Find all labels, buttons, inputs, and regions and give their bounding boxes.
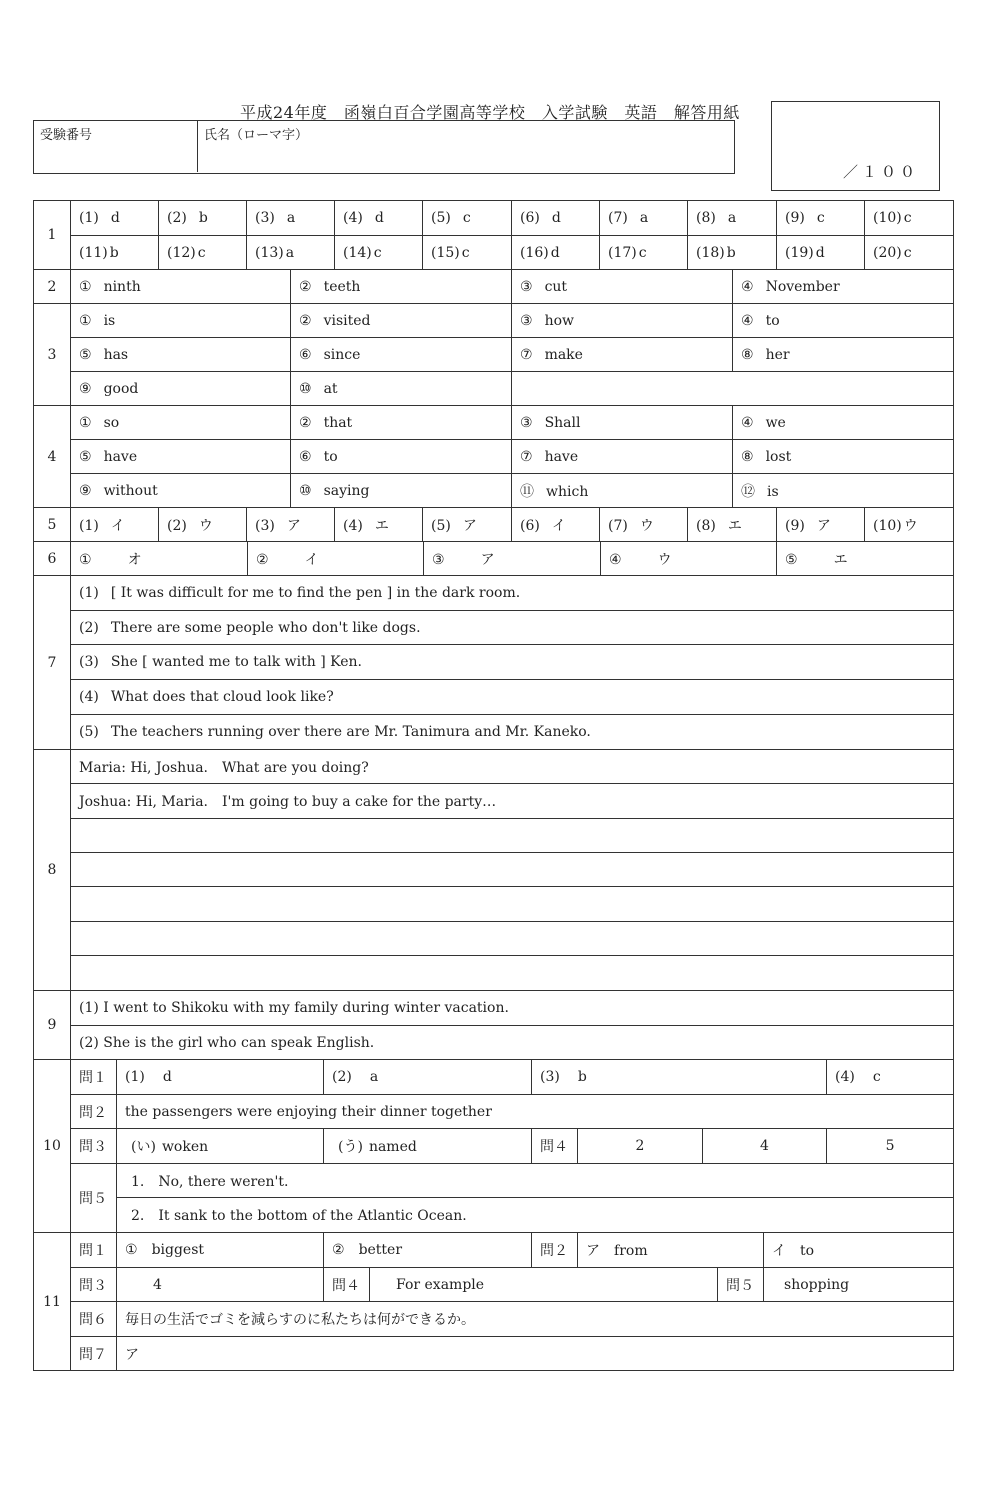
item-number: (2) (167, 210, 187, 226)
answer-text: a (639, 210, 649, 226)
item-number: ⑨ (79, 482, 92, 499)
answer-cell (291, 304, 512, 338)
answer-cell: For example (370, 1268, 718, 1302)
question-label: 問５ (71, 1164, 117, 1233)
item-number: ③ (432, 551, 445, 568)
item-number: ④ (741, 278, 754, 295)
answer-cell (777, 542, 954, 576)
answer-text: ウ (657, 551, 672, 568)
answer-grid (33, 200, 953, 1371)
item-number: (4) (343, 210, 363, 226)
answer-cell (71, 611, 954, 645)
answer-cell: the passengers were enjoying their dinner together (117, 1095, 954, 1129)
item-number: ⑦ (520, 448, 533, 465)
section-number: 2 (34, 270, 71, 304)
answer-text: woken (161, 1139, 209, 1155)
item-number: (6) (520, 517, 540, 534)
item-number: (15) (431, 244, 460, 261)
answer-text: to (765, 312, 780, 329)
item-number: (3) (255, 210, 275, 226)
answer-cell (247, 236, 335, 270)
item-number: ③ (520, 312, 533, 329)
answer-text: better (358, 1242, 403, 1258)
answer-text: have (544, 448, 579, 465)
answer-cell (512, 406, 733, 440)
answer-text: to (800, 1243, 815, 1259)
answer-cell (71, 236, 159, 270)
answer-text: d (550, 244, 560, 261)
answer-cell: 1. No, there weren't. (117, 1164, 954, 1198)
answer-text: ウ (198, 517, 213, 534)
answer-cell (247, 508, 335, 542)
score-total: ／１００ (842, 163, 919, 181)
answer-cell (423, 236, 512, 270)
item-number: (20) (873, 244, 902, 261)
answer-text: c (461, 244, 470, 261)
item-number: (10) (873, 517, 902, 534)
item-number: (う) (338, 1139, 363, 1155)
answer-cell (733, 338, 954, 372)
answer-cell (159, 508, 247, 542)
section-5 (33, 507, 954, 542)
page-title: 平成24年度 函嶺白百合学園高等学校 入学試験 英語 解答用紙 (240, 103, 740, 122)
question-label: 問１ (71, 1233, 117, 1268)
answer-cell (512, 201, 600, 236)
answer-text: d (551, 210, 561, 226)
section-number: 10 (34, 1060, 71, 1233)
answer-cell (512, 236, 600, 270)
question-label: 問２ (532, 1233, 578, 1268)
item-number: ① (79, 414, 92, 431)
question-label: 問３ (71, 1268, 117, 1302)
answer-text: named (368, 1139, 417, 1155)
item-number: (16) (520, 244, 549, 261)
answer-text: d (815, 244, 825, 261)
item-number: (5) (431, 517, 451, 534)
answer-text: a (369, 1069, 379, 1085)
item-number: ⑤ (79, 448, 92, 465)
answer-cell (291, 270, 512, 304)
answer-text: c (197, 244, 206, 261)
item-number: (2) (167, 517, 187, 534)
section-8 (33, 749, 954, 991)
section-number: 6 (34, 542, 71, 576)
answer-text: エ (727, 517, 742, 534)
item-number: ⑥ (299, 448, 312, 465)
answer-cell (159, 236, 247, 270)
item-number: イ (772, 1243, 787, 1259)
answer-cell (600, 236, 688, 270)
answer-text: have (103, 448, 138, 465)
item-number: (7) (608, 210, 628, 226)
answer-cell (532, 1060, 827, 1095)
item-number: ④ (741, 312, 754, 329)
answer-cell: 2 (578, 1129, 703, 1164)
answer-cell (71, 576, 954, 611)
answer-cell (777, 508, 865, 542)
answer-cell (688, 201, 777, 236)
answer-text: a (285, 244, 295, 261)
answer-cell (71, 645, 954, 680)
answer-cell: 2. It sank to the bottom of the Atlantic Ocean. (117, 1198, 954, 1233)
writing-line (71, 956, 954, 991)
answer-text: without (103, 482, 158, 499)
question-label: 問６ (71, 1302, 117, 1337)
item-number: (1) (125, 1069, 145, 1085)
answer-cell (578, 1233, 764, 1268)
answer-text: ア (480, 551, 495, 568)
answer-text: [ It was difficult for me to find the pen ] in the dark room. (110, 585, 521, 601)
answer-text: c (638, 244, 647, 261)
section-2 (33, 269, 954, 304)
item-number: (1) (79, 517, 99, 534)
answer-cell (71, 474, 291, 508)
answer-text: which (546, 483, 589, 500)
answer-text: b (198, 210, 208, 226)
item-number: (2) (79, 619, 99, 636)
answer-text: teeth (323, 278, 361, 295)
answer-text: from (614, 1243, 648, 1259)
answer-cell (71, 508, 159, 542)
answer-cell (291, 338, 512, 372)
answer-cell (335, 236, 423, 270)
answer-text: we (765, 414, 786, 431)
answer-text: biggest (151, 1242, 205, 1258)
answer-cell (733, 270, 954, 304)
answer-text: her (765, 346, 790, 363)
section-9 (33, 990, 954, 1060)
section-6 (33, 541, 954, 576)
answer-text: make (544, 346, 583, 363)
answer-text: good (103, 380, 139, 397)
answer-cell (688, 236, 777, 270)
item-number: (18) (696, 244, 725, 261)
answer-text: Shall (544, 414, 581, 431)
answer-text: a (286, 210, 296, 226)
item-number: ⑫ (741, 483, 755, 500)
item-number: ① (125, 1242, 138, 1258)
answer-cell (291, 406, 512, 440)
section-10 (33, 1059, 954, 1233)
answer-cell (512, 474, 733, 508)
answer-cell (512, 508, 600, 542)
section-number: 5 (34, 508, 71, 542)
answer-cell (424, 542, 601, 576)
item-number: ⑦ (520, 346, 533, 363)
answer-cell: 4 (703, 1129, 827, 1164)
answer-cell (512, 304, 733, 338)
answer-text: saying (323, 482, 370, 499)
answer-cell (733, 474, 954, 508)
answer-text: how (544, 312, 574, 329)
answer-text: since (323, 346, 361, 363)
answer-cell (247, 201, 335, 236)
section-7 (33, 575, 954, 750)
answer-text: c (373, 244, 382, 261)
answer-cell (777, 201, 865, 236)
answer-text: What does that cloud look like? (110, 689, 334, 705)
writing-line (71, 819, 954, 853)
answer-cell (291, 474, 512, 508)
item-number: (1) (79, 585, 99, 601)
item-number: ② (299, 414, 312, 431)
answer-text: イ (304, 551, 319, 568)
answer-text: that (323, 414, 353, 431)
answer-text: has (103, 346, 129, 363)
answer-cell (248, 542, 424, 576)
item-number: ② (299, 312, 312, 329)
answer-text: d (110, 210, 120, 226)
answer-text: エ (833, 551, 848, 568)
answer-text: イ (110, 517, 125, 534)
answer-text: b (577, 1069, 587, 1085)
answer-text: The teachers running over there are Mr. Tanimura and Mr. Kaneko. (110, 724, 591, 740)
answer-text: ウ (639, 517, 654, 534)
answer-text: is (103, 312, 116, 329)
answer-text: c (903, 210, 912, 226)
empty-cell (512, 372, 954, 406)
item-number: (4) (835, 1069, 855, 1085)
section-number: 7 (34, 576, 71, 750)
item-number: ⑪ (520, 483, 534, 500)
answer-text: is (767, 483, 779, 500)
item-number: ② (299, 278, 312, 295)
item-number: ① (79, 278, 92, 295)
answer-text: cut (544, 278, 568, 295)
item-number: (1) (79, 210, 99, 226)
item-number: (11) (79, 244, 108, 261)
answer-cell (324, 1129, 532, 1164)
answer-cell (512, 440, 733, 474)
item-number: (9) (785, 210, 805, 226)
answer-cell (733, 440, 954, 474)
section-4 (33, 405, 954, 508)
writing-line (71, 887, 954, 922)
answer-text: ア (816, 517, 831, 534)
answer-cell (777, 236, 865, 270)
answer-cell (423, 201, 512, 236)
answer-text: lost (765, 448, 792, 465)
question-label: 問１ (71, 1060, 117, 1095)
item-number: ⑩ (299, 380, 312, 397)
item-number: ③ (520, 278, 533, 295)
item-number: ① (79, 312, 92, 329)
answer-cell (324, 1060, 532, 1095)
item-number: (4) (343, 517, 363, 534)
item-number: (13) (255, 244, 284, 261)
item-number: (17) (608, 244, 637, 261)
answer-text: at (323, 380, 338, 397)
answer-text: visited (323, 312, 371, 329)
answer-text: d (374, 210, 384, 226)
item-number: ⑧ (741, 448, 754, 465)
question-label: 問５ (718, 1268, 764, 1302)
item-number: (7) (608, 517, 628, 534)
answer-text: b (726, 244, 736, 261)
answer-cell (71, 304, 291, 338)
item-number: (9) (785, 517, 805, 534)
item-number: ① (79, 551, 92, 568)
item-number: ② (256, 551, 269, 568)
answer-cell (764, 1233, 954, 1268)
item-number: ⑥ (299, 346, 312, 363)
answer-cell (423, 508, 512, 542)
question-label: 問７ (71, 1337, 117, 1371)
answer-cell (71, 542, 248, 576)
answer-cell (71, 715, 954, 750)
item-number: (5) (79, 724, 99, 740)
answer-text: so (103, 414, 120, 431)
answer-text: a (727, 210, 737, 226)
item-number: ⑩ (299, 482, 312, 499)
item-number: ④ (609, 551, 622, 568)
examinee-info-box (33, 120, 735, 174)
item-number: (3) (540, 1069, 560, 1085)
answer-text: There are some people who don't like dogs. (110, 619, 421, 636)
answer-text: d (162, 1069, 172, 1085)
section-number: 11 (34, 1233, 71, 1371)
item-number: (14) (343, 244, 372, 261)
item-number: ④ (741, 414, 754, 431)
answer-cell (291, 440, 512, 474)
answer-text: c (816, 210, 825, 226)
answer-cell (733, 406, 954, 440)
item-number: (3) (255, 517, 275, 534)
question-label: 問４ (324, 1268, 370, 1302)
answer-cell (71, 680, 954, 715)
score-box (771, 101, 940, 191)
answer-text: November (765, 278, 840, 295)
item-number: ③ (520, 414, 533, 431)
question-label: 問４ (532, 1129, 578, 1164)
section-3 (33, 303, 954, 406)
answer-cell (335, 201, 423, 236)
section-number: 1 (34, 201, 71, 270)
item-number: ⑧ (741, 346, 754, 363)
answer-cell: ア (117, 1337, 954, 1371)
answer-text: ninth (103, 278, 141, 295)
answer-text: to (323, 448, 338, 465)
item-number: ⑨ (79, 380, 92, 397)
answer-text: オ (127, 551, 142, 568)
item-number: (4) (79, 689, 99, 705)
header-divider (197, 120, 198, 172)
answer-cell (335, 508, 423, 542)
answer-text: ア (286, 517, 301, 534)
question-label: 問３ (71, 1129, 117, 1164)
dialogue-line: Joshua: Hi, Maria. I'm going to buy a cake for the party… (71, 784, 954, 819)
item-number: (い) (131, 1139, 156, 1155)
answer-cell: 4 (117, 1268, 324, 1302)
answer-text: c (872, 1069, 881, 1085)
answer-cell (71, 338, 291, 372)
answer-text: She [ wanted me to talk with ] Ken. (110, 654, 362, 670)
answer-cell (117, 1233, 324, 1268)
answer-cell (71, 406, 291, 440)
section-1 (33, 200, 954, 270)
item-number: (2) (332, 1069, 352, 1085)
answer-cell (117, 1060, 324, 1095)
section-number: 9 (34, 991, 71, 1060)
answer-cell (600, 201, 688, 236)
answer-text: エ (374, 517, 389, 534)
item-number: (6) (520, 210, 540, 226)
item-number: (3) (79, 654, 99, 670)
answer-text: ア (462, 517, 477, 534)
answer-cell (865, 508, 954, 542)
answer-cell (71, 372, 291, 406)
name-label: 氏名（ローマ字） (204, 128, 309, 143)
answer-cell (71, 201, 159, 236)
exam-number-label: 受験番号 (40, 128, 93, 143)
answer-text: b (109, 244, 119, 261)
item-number: ⑤ (79, 346, 92, 363)
answer-cell (688, 508, 777, 542)
answer-cell (865, 236, 954, 270)
answer-text: ウ (903, 517, 918, 534)
section-number: 8 (34, 750, 71, 991)
answer-cell (600, 508, 688, 542)
answer-text: イ (551, 517, 566, 534)
answer-cell (117, 1129, 324, 1164)
item-number: (19) (785, 244, 814, 261)
writing-line (71, 853, 954, 887)
writing-line (71, 922, 954, 956)
answer-cell: 5 (827, 1129, 954, 1164)
item-number: ⑤ (785, 551, 798, 568)
section-11 (33, 1232, 954, 1371)
answer-cell: (2) She is the girl who can speak English. (71, 1026, 954, 1060)
item-number: ア (586, 1243, 601, 1259)
question-label: 問２ (71, 1095, 117, 1129)
item-number: (5) (431, 210, 451, 226)
answer-cell (733, 304, 954, 338)
answer-cell: shopping (764, 1268, 954, 1302)
answer-cell (865, 201, 954, 236)
answer-cell (71, 270, 291, 304)
section-number: 4 (34, 406, 71, 508)
answer-cell (159, 201, 247, 236)
answer-text: c (903, 244, 912, 261)
item-number: (10) (873, 210, 902, 226)
section-number: 3 (34, 304, 71, 406)
answer-cell: 毎日の生活でゴミを減らすのに私たちは何ができるか。 (117, 1302, 954, 1337)
answer-cell (512, 270, 733, 304)
answer-cell: (1) I went to Shikoku with my family during winter vacation. (71, 991, 954, 1026)
answer-cell (601, 542, 777, 576)
item-number: (8) (696, 517, 716, 534)
answer-cell (512, 338, 733, 372)
answer-cell (71, 440, 291, 474)
item-number: ② (332, 1242, 345, 1258)
dialogue-line: Maria: Hi, Joshua. What are you doing? (71, 750, 954, 784)
item-number: (12) (167, 244, 196, 261)
answer-cell (291, 372, 512, 406)
answer-cell (324, 1233, 532, 1268)
answer-text: c (462, 210, 471, 226)
answer-cell (827, 1060, 954, 1095)
item-number: (8) (696, 210, 716, 226)
